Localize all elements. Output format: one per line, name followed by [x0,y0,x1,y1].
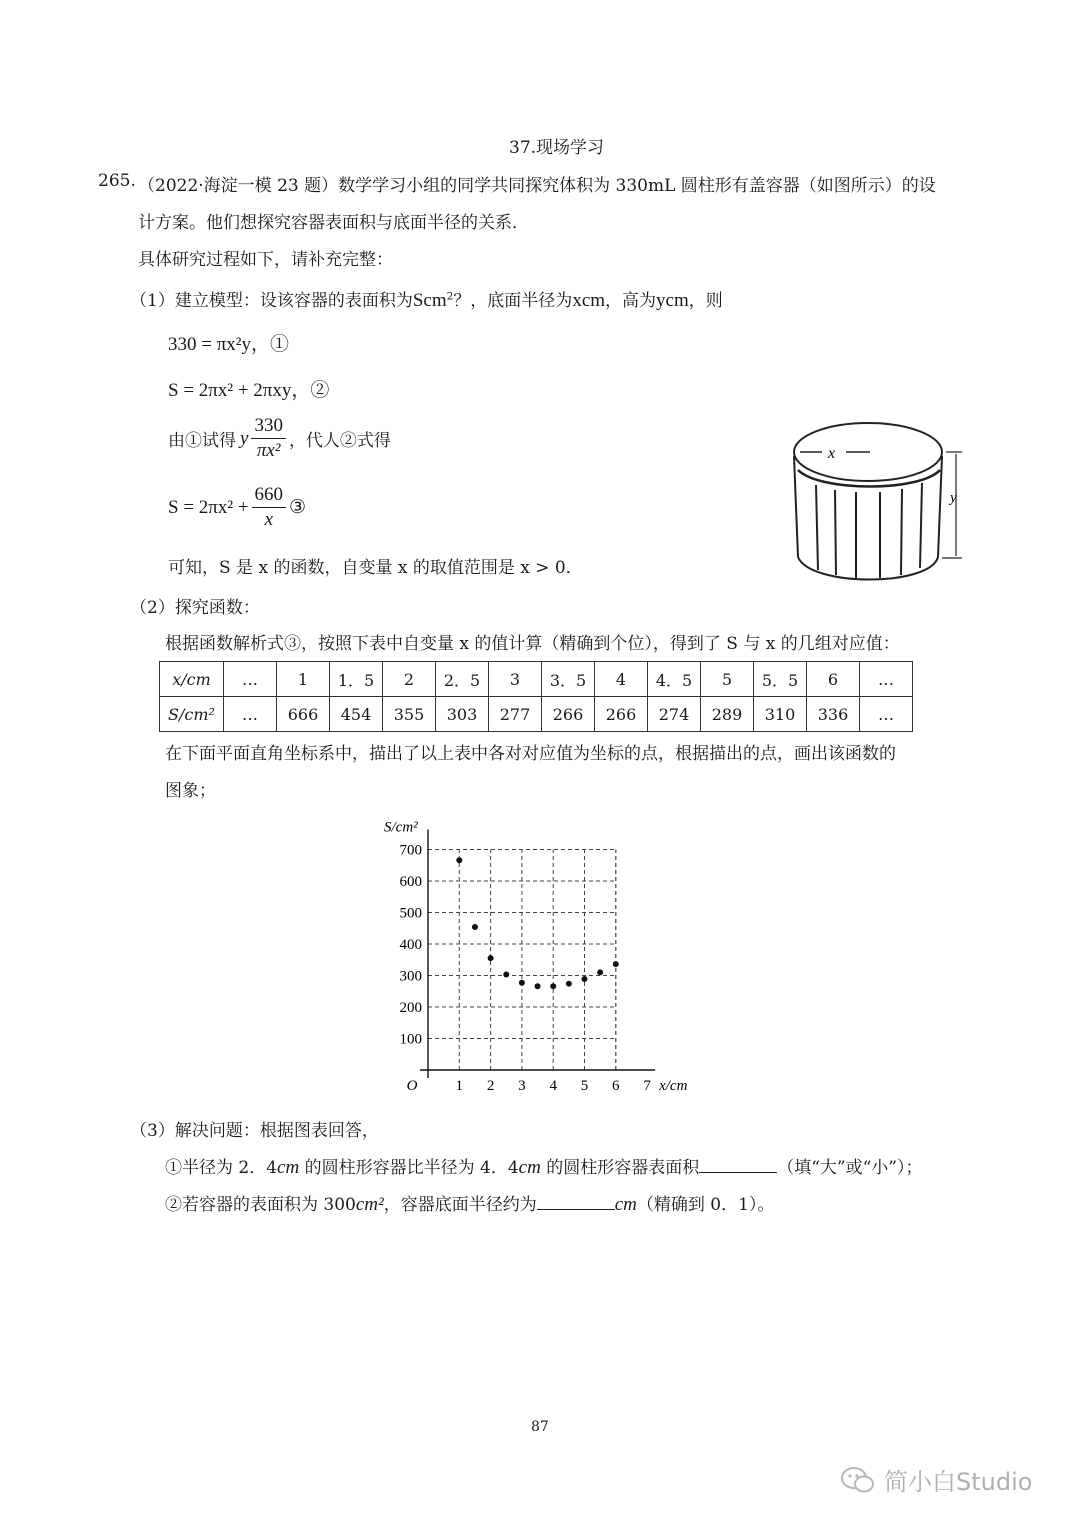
equation-4: S = 2πx² + $\frac{660}{x}$ ③ [168,484,307,530]
x-tick-label: 1 [455,1078,464,1094]
y-axis-label: S/cm² [384,819,418,836]
table-cell: 303 [436,697,489,732]
data-point [488,955,494,961]
wechat-icon [840,1465,876,1495]
problem-line-1: （2022·海淀一模 23 题）数学学习小组的同学共同探究体积为 330mL 圆柱形有盖容器（如图所示）的设 [138,176,936,196]
equation-3: 由①试得 y $\frac{330}{\text{πx²}}$ ，代人②式得 [168,415,391,461]
radius-label: x [828,445,836,462]
x-tick-label: 5 [580,1078,589,1094]
table-cell: 4．5 [648,662,701,697]
question-1: ①半径为 2．4cm 的圆柱形容器比半径为 4．4cm 的圆柱形容器表面积 （填“大”或“小”）； [165,1157,923,1178]
data-point [472,924,478,930]
table-cell: 3．5 [542,662,595,697]
watermark-text: 简小白Studio [884,1468,1033,1496]
data-point [550,983,556,989]
table-cell: 355 [383,697,436,732]
part1-statement: （1）建立模型：设该容器的表面积为Scm$^2$？，底面半径为xcm，高为ycm，则 [130,290,723,311]
y-tick-label: 700 [399,842,422,859]
y-tick-label: 400 [399,937,422,953]
table-header-s: S/cm² [160,697,224,732]
table-cell: … [860,697,913,732]
y-tick-label: 500 [399,905,422,922]
table-cell: 6 [807,662,860,697]
table-cell: 289 [701,697,754,732]
data-point [597,969,603,975]
data-point [519,980,525,986]
y-tick-label: 300 [399,968,422,985]
x-tick-label: 6 [612,1078,620,1094]
y-tick-label: 100 [399,1031,422,1048]
domain-conclusion: 可知，S 是 x 的函数，自变量 x 的取值范围是 x > 0． [168,558,583,578]
table-header-x: x/cm [160,662,224,697]
x-tick-label: 4 [549,1078,557,1094]
table-cell: 666 [277,697,330,732]
y-tick-label: 600 [399,874,422,890]
data-point [503,972,509,978]
problem-number: 265. [98,171,136,191]
answer-blank-1[interactable] [699,1156,777,1173]
value-table [159,661,913,732]
table-cell: 1．5 [330,662,383,697]
part2-after-2: 图象； [165,781,216,801]
table-cell: 5 [701,662,754,697]
equation-2: S = 2πx² + 2πxy，② [168,380,330,401]
problem-line-2: 计方案。他们想探究容器表面积与底面半径的关系． [138,213,529,233]
scatter-chart [370,810,710,1100]
watermark [840,1462,1032,1497]
table-cell: 1 [277,662,330,697]
origin-label: O [406,1078,418,1094]
table-cell: … [224,697,277,732]
x-tick-label: 2 [486,1078,495,1094]
section-title: 37.现场学习 [509,138,605,158]
data-point [613,961,619,967]
answer-blank-2[interactable] [537,1193,615,1210]
table-cell: … [860,662,913,697]
table-cell: 3 [489,662,542,697]
table-cell: 277 [489,697,542,732]
y-unit: ycm [656,290,689,311]
data-point [535,983,541,989]
x-tick-label: 3 [518,1078,526,1094]
data-point [566,981,572,987]
table-cell: 454 [330,697,383,732]
cylinder-figure [780,412,970,592]
table-cell: 2 [383,662,436,697]
table-row-x [160,662,913,697]
part2-after-1: 在下面平面直角坐标系中，描出了以上表中各对对应值为坐标的点，根据描出的点，画出该函数的 [165,744,896,764]
table-cell: 5．5 [754,662,807,697]
part2-title: （2）探究函数： [130,598,260,618]
table-cell: 4 [595,662,648,697]
data-point [456,857,462,863]
table-cell: 310 [754,697,807,732]
part2-intro: 根据函数解析式③，按照下表中自变量 x 的值计算（精确到个位），得到了 S 与 x 的几组对应值： [165,634,900,654]
equation-1: 330 = πx²y，① [168,334,290,355]
x-tick-label: 7 [643,1078,651,1094]
x-axis-label: x/cm [659,1078,688,1094]
table-cell: 266 [595,697,648,732]
table-cell: 2．5 [436,662,489,697]
table-row-s [160,697,913,732]
problem-line-3: 具体研究过程如下，请补充完整： [138,250,393,270]
page-number: 87 [531,1419,549,1435]
data-point [582,976,588,982]
table-cell: 266 [542,697,595,732]
table-cell: 274 [648,697,701,732]
s-unit: Scm [412,290,447,311]
table-cell: 336 [807,697,860,732]
question-2: ②若容器的表面积为 300cm²，容器底面半径约为 cm（精确到 0．1）。 [165,1194,775,1215]
y-tick-label: 200 [399,1000,422,1016]
height-label: y [950,490,957,506]
table-cell: … [224,662,277,697]
x-unit: xcm [572,290,606,311]
part3-title: （3）解决问题：根据图表回答， [130,1121,379,1141]
